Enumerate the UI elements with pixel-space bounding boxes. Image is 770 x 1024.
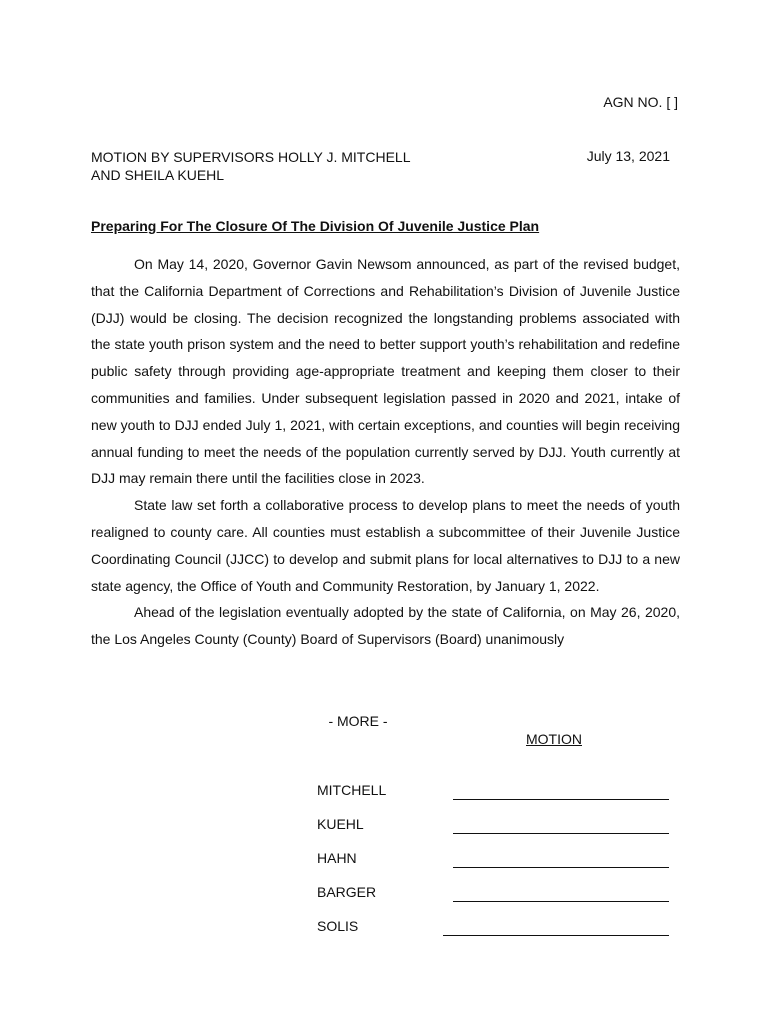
vote-signature-line <box>443 935 669 936</box>
vote-row-hahn <box>317 850 669 870</box>
more-indicator: - MORE - <box>328 713 388 729</box>
body-paragraph-2: State law set forth a collaborative process to develop plans to meet the needs of youth realigned to county care. All counties must establish a subcommittee of their Juvenile Justice Coordinating Council (JJCC) to develop and submit plans for local alternatives to DJJ to a new state agency, the Office of Youth and Community Restoration, by January 1, 2022. <box>91 497 680 594</box>
vote-name: MITCHELL <box>317 782 387 798</box>
motion-vote-heading: MOTION <box>526 731 582 747</box>
vote-row-solis <box>317 918 669 938</box>
motion-sponsors <box>91 148 411 184</box>
vote-row-kuehl <box>317 816 669 836</box>
motion-sponsors-line-1: MOTION BY SUPERVISORS HOLLY J. MITCHELL <box>91 149 411 165</box>
vote-name: HAHN <box>317 850 357 866</box>
vote-row-barger <box>317 884 669 904</box>
vote-name: SOLIS <box>317 918 359 934</box>
motion-title: Preparing For The Closure Of The Division Of Juvenile Justice Plan <box>91 218 540 234</box>
motion-date: July 13, 2021 <box>586 148 670 164</box>
vote-signature-line <box>453 901 669 902</box>
vote-name: KUEHL <box>317 816 364 832</box>
agenda-number: AGN NO. [ ] <box>603 94 678 110</box>
vote-signature-line <box>453 799 669 800</box>
motion-sponsors-line-2: AND SHEILA KUEHL <box>91 167 225 183</box>
body-paragraph-1: On May 14, 2020, Governor Gavin Newsom announced, as part of the revised budget, that the California Department of Corrections and Rehabilitation’s Division of Juvenile Justice (DJJ) would be closing. The decision recognized the longstanding problems associated with the state youth prison system and the need to better support youth’s rehabilitation and redefine public safety through providing age-appropriate treatment and keeping them closer to their communities and families. Under subsequent legislation passed in 2020 and 2021, intake of new youth to DJJ ended July 1, 2021, with certain exceptions, and counties will begin receiving annual funding to meet the needs of the population currently served by DJJ. Youth currently at DJJ may remain there until the facilities close in 2023. <box>91 256 680 487</box>
vote-name: BARGER <box>317 884 377 900</box>
vote-signature-line <box>453 833 669 834</box>
vote-row-mitchell <box>317 782 669 802</box>
body-paragraph-3: Ahead of the legislation eventually adopted by the state of California, on May 26, 2020, the Los Angeles County (County) Board of Supervisors (Board) unanimously <box>91 604 680 648</box>
vote-signature-line <box>453 867 669 868</box>
motion-body <box>91 251 680 653</box>
